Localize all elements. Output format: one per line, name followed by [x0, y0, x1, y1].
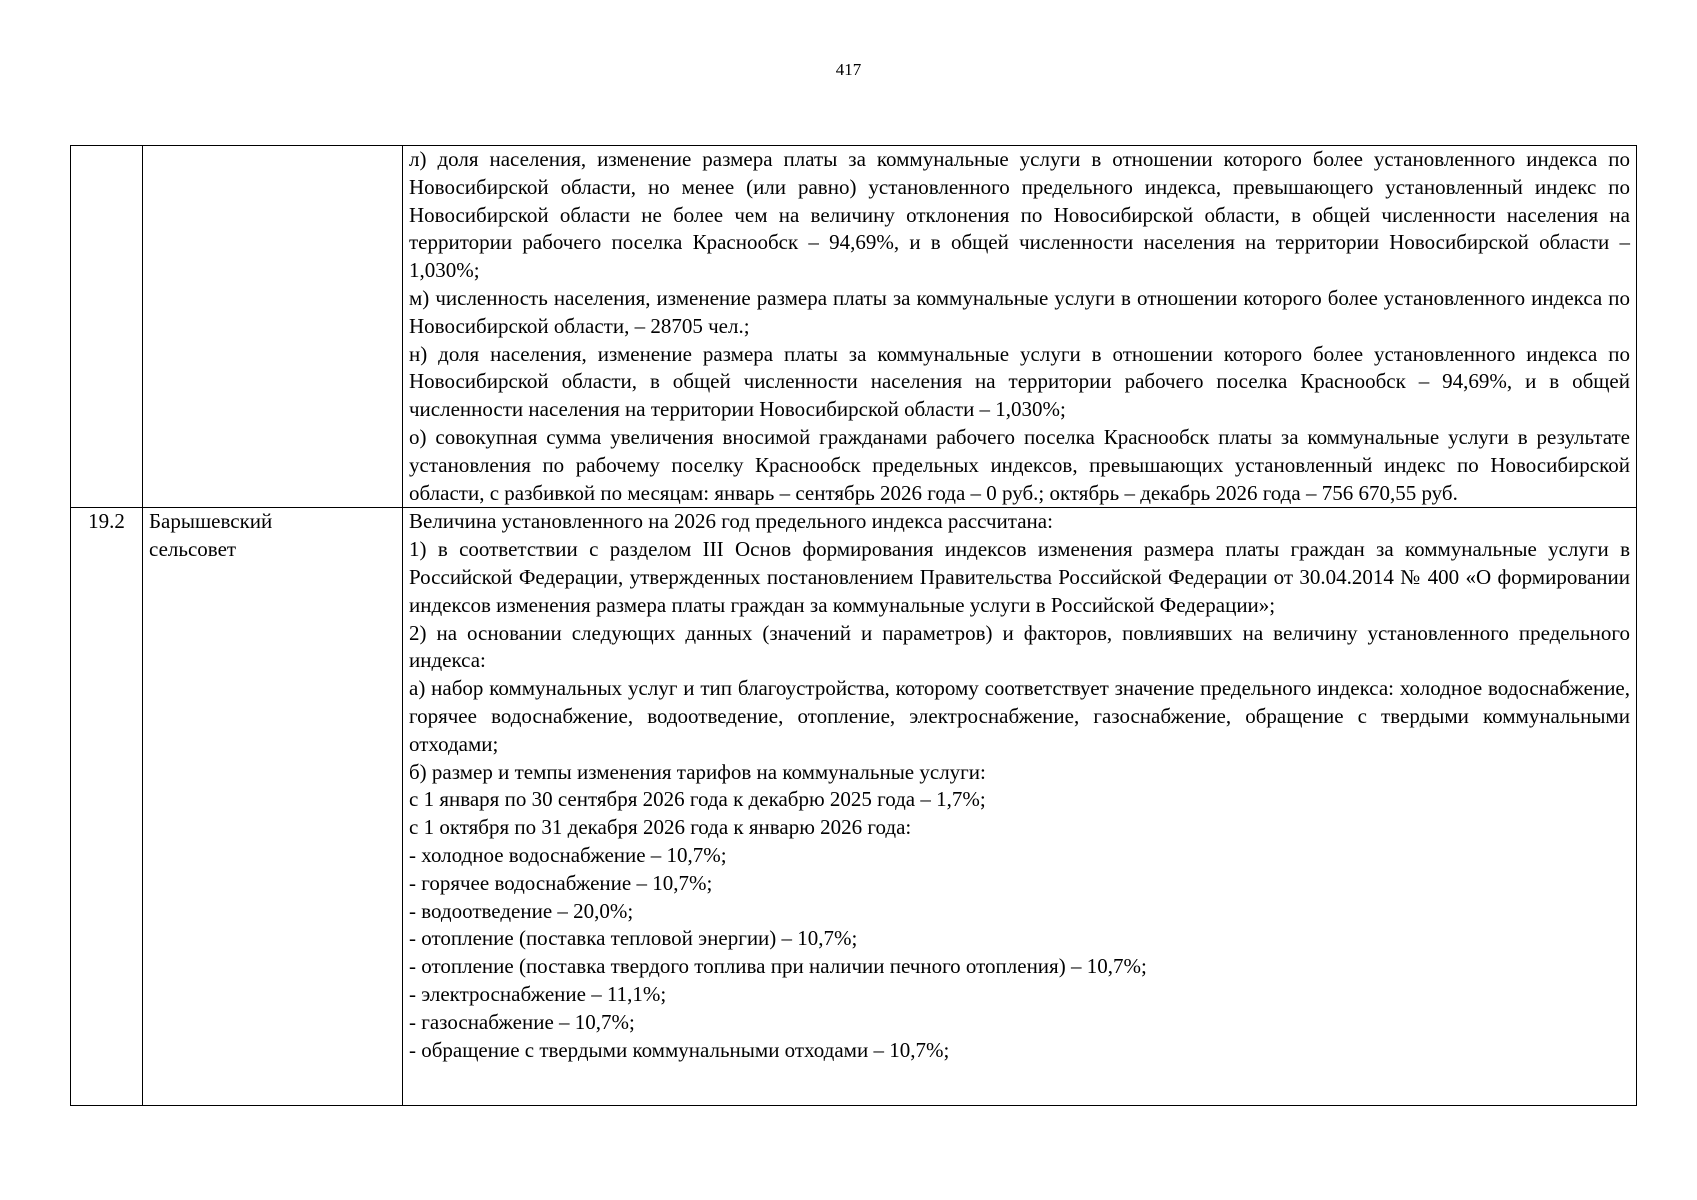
tariff-period-line: с 1 октября по 31 декабря 2026 года к январю 2026 года:	[409, 815, 912, 840]
municipality-name-cell	[143, 146, 403, 508]
paragraph-a: а) набор коммунальных услуг и тип благоустройства, которому соответствует значение предельного индекса: холодное водоснабжение, горячее водоснабжение, водоотведение, отопление, электроснабжение, газоснабжение, обращение с твердыми коммунальными отходами;	[409, 676, 1630, 756]
paragraph-1: 1) в соответствии с разделом III Основ формирования индексов изменения размера платы граждан за коммунальные услуги в Российской Федерации, утвержденных постановлением Правительства Российской Федерации от 30.04.2014 № 400 «О формировании индексов изменения размера платы граждан за коммунальные услуги в Российской Федерации»;	[409, 537, 1630, 617]
description-cell	[403, 508, 1637, 1106]
municipality-name-line: сельсовет	[149, 537, 237, 562]
tariff-period-line: с 1 января по 30 сентября 2026 года к декабрю 2025 года – 1,7%;	[409, 787, 986, 812]
tariff-item-line: - обращение с твердыми коммунальными отходами – 10,7%;	[409, 1037, 950, 1062]
municipality-name-line: Барышевский	[149, 509, 273, 534]
tariff-item-line: - водоотведение – 20,0%;	[409, 898, 634, 923]
tariff-item-line: - горячее водоснабжение – 10,7%;	[409, 870, 713, 895]
paragraph-m: м) численность населения, изменение размера платы за коммунальные услуги в отношении которого более установленного индекса по Новосибирской области, – 28705 чел.;	[409, 285, 1630, 338]
paragraph-2: 2) на основании следующих данных (значений и параметров) и факторов, повлиявших на величину установленного предельного индекса:	[409, 620, 1630, 673]
tariff-item-line: - отопление (поставка твердого топлива при наличии печного отопления) – 10,7%;	[409, 954, 1147, 979]
description-cell	[403, 146, 1637, 508]
tariff-item-line: - электроснабжение – 11,1%;	[409, 981, 667, 1006]
paragraph-b: б) размер и темпы изменения тарифов на коммунальные услуги:	[409, 759, 986, 784]
table-row	[71, 508, 1637, 1106]
municipality-name-cell	[143, 508, 403, 1106]
table-row	[71, 146, 1637, 508]
tariff-item-line: - холодное водоснабжение – 10,7%;	[409, 842, 727, 867]
row-number-cell	[71, 146, 143, 508]
row-number-cell: 19.2	[71, 508, 143, 1106]
tariff-item-line: - отопление (поставка тепловой энергии) – 10,7%;	[409, 926, 858, 951]
page-number: 417	[835, 60, 862, 79]
tariff-item-line: - газоснабжение – 10,7%;	[409, 1009, 635, 1034]
paragraph-n: н) доля населения, изменение размера платы за коммунальные услуги в отношении которого более установленного индекса по Новосибирской области, в общей численности населения на территории рабочего поселка Краснообск – 94,69%, и в общей численности населения на территории Новосибирской области – 1,030%;	[409, 341, 1630, 422]
paragraph-intro: Величина установленного на 2026 год предельного индекса рассчитана:	[409, 509, 1053, 534]
paragraph-o: о) совокупная сумма увеличения вносимой гражданами рабочего поселка Краснообск платы за коммунальные услуги в результате установления по рабочему поселку Краснообск предельных индексов, превышающих установленный индекс по Новосибирской области, с разбивкой по месяцам: январь – сентябрь 2026 года – 0 руб.; октябрь – декабрь 2026 года – 756 670,55 руб.	[409, 424, 1630, 505]
paragraph-l: л) доля населения, изменение размера платы за коммунальные услуги в отношении которого более установленного индекса по Новосибирской области, но менее (или равно) установленного предельного индекса, превышающего установленный индекс по Новосибирской области не более чем на величину отклонения по Новосибирской области, в общей численности населения на территории рабочего поселка Краснообск – 94,69%, и в общей численности населения на территории Новосибирской области – 1,030%;	[409, 147, 1630, 283]
tariff-table	[70, 145, 1637, 1106]
